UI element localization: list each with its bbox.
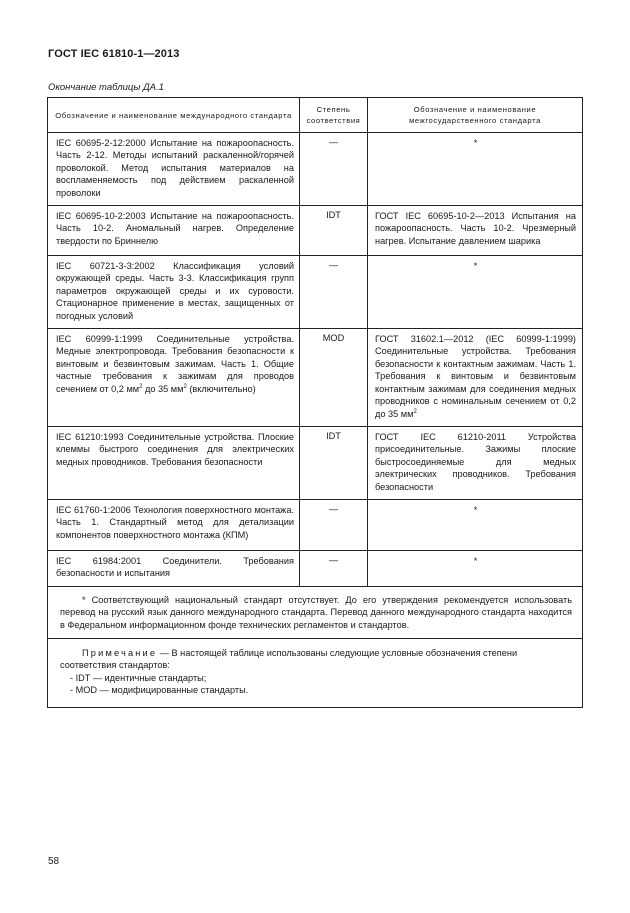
header-international-standard: Обозначение и наименование международного стандарта [48,98,300,133]
international-standard-cell: IEC 61760-1:2006 Технология поверхностного монтажа. Часть 1. Стандартный метод для детализации компонентов поверхностного монтажа (КПМ) [48,499,300,550]
list-item: - IDT — идентичные стандарты; [70,672,207,683]
interstate-standard-cell: * [368,550,583,586]
remark [48,638,583,707]
mgs-text: ГОСТ 31602.1—2012 (IEC 60999-1:1999) Соединительные устройства. Требования безопасности к контактным зажимам. Часть 1. Требования к винтовым и безвинтовым контактным зажимам для соединения медных проводников с номинальным сечением от 0,2 до 35 мм [375,334,576,419]
international-standard-cell: IEC 60695-10-2:2003 Испытание на пожароопасность. Часть 10-2. Аномальный нагрев. Определение твердости по Бриннелю [48,206,300,256]
degree-cell: IDT [300,426,368,499]
degree-cell: — [300,256,368,329]
std-text: IEC 60999-1:1999 Соединительные устройства. Медные электропровода. Требования безопасности к винтовым и безвинтовым зажимам. Часть 1. Общие частные требования к зажимам для проводов сечением от 0,2 мм [56,334,294,394]
international-standard-cell: IEC 60721-3-3:2002 Классификация условий окружающей среды. Часть 3-3. Классификация групп параметров окружающей среды и их суровости. Стационарное применение в местах, защищенных от погодных условий [48,256,300,329]
interstate-standard-cell: * [368,133,583,206]
table-row [48,206,583,256]
table-header-row [48,98,583,133]
remark-paragraph [60,647,572,672]
degree-cell: — [300,550,368,586]
international-standard-cell [48,329,300,427]
standards-table [47,97,583,708]
interstate-standard-cell: * [368,256,583,329]
remark-row [48,638,583,707]
table-row [48,329,583,427]
std-text: до 35 мм [142,383,184,394]
superscript: 2 [413,408,417,415]
remark-label: Примечание [82,647,158,658]
table-row [48,426,583,499]
international-standard-cell: IEC 61210:1993 Соединительные устройства. Плоские клеммы быстрого соединения для электрических медных проводников. Требования безопасности [48,426,300,499]
superscript: 2 [183,383,187,390]
international-standard-cell: IEC 60695-2-12:2000 Испытание на пожароопасность. Часть 2-12. Методы испытаний раскаленной/горячей проволокой. Метод испытания материалов на воспламеняемость под действием раскаленной проволоки [48,133,300,206]
interstate-standard-cell: ГОСТ IEC 61210-2011 Устройства присоединительные. Зажимы плоские быстросоединяемые для медных электрических проводников. Требования безопасности [368,426,583,499]
std-text: (включительно) [186,383,256,394]
list-item: - MOD — модифицированные стандарты. [70,684,249,695]
footnote [48,586,583,638]
page-number: 58 [48,856,60,867]
document-code: ГОСТ IEC 61810-1—2013 [48,48,180,60]
interstate-standard-cell: * [368,499,583,550]
table-row [48,133,583,206]
interstate-standard-cell [368,329,583,427]
degree-cell: IDT [300,206,368,256]
table-row [48,499,583,550]
interstate-standard-cell: ГОСТ IEC 60695-10-2—2013 Испытания на пожароопасность. Часть 10-2. Чрезмерный нагрев. Испытание давлением шарика [368,206,583,256]
footnote-text: * Соответствующий национальный стандарт отсутствует. До его утверждения рекомендуется использовать перевод на русский язык данного международного стандарта. Перевод данного международного стандарта находится в Федеральном информационном фонде технических регламентов и стандартов. [60,594,572,630]
table-caption: Окончание таблицы ДА.1 [48,82,164,93]
superscript: 2 [139,383,143,390]
header-degree: Степень соответствия [300,98,368,133]
footnote-row [48,586,583,638]
degree-cell: — [300,499,368,550]
remark-text: — В настоящей таблице использованы следующие условные обозначения степени соответствия стандартов: [60,647,518,671]
table-row [48,550,583,586]
international-standard-cell: IEC 61984:2001 Соединители. Требования безопасности и испытания [48,550,300,586]
degree-cell: — [300,133,368,206]
degree-cell: MOD [300,329,368,427]
header-interstate-standard: Обозначение и наименование межгосударственного стандарта [368,98,583,133]
table-row [48,256,583,329]
